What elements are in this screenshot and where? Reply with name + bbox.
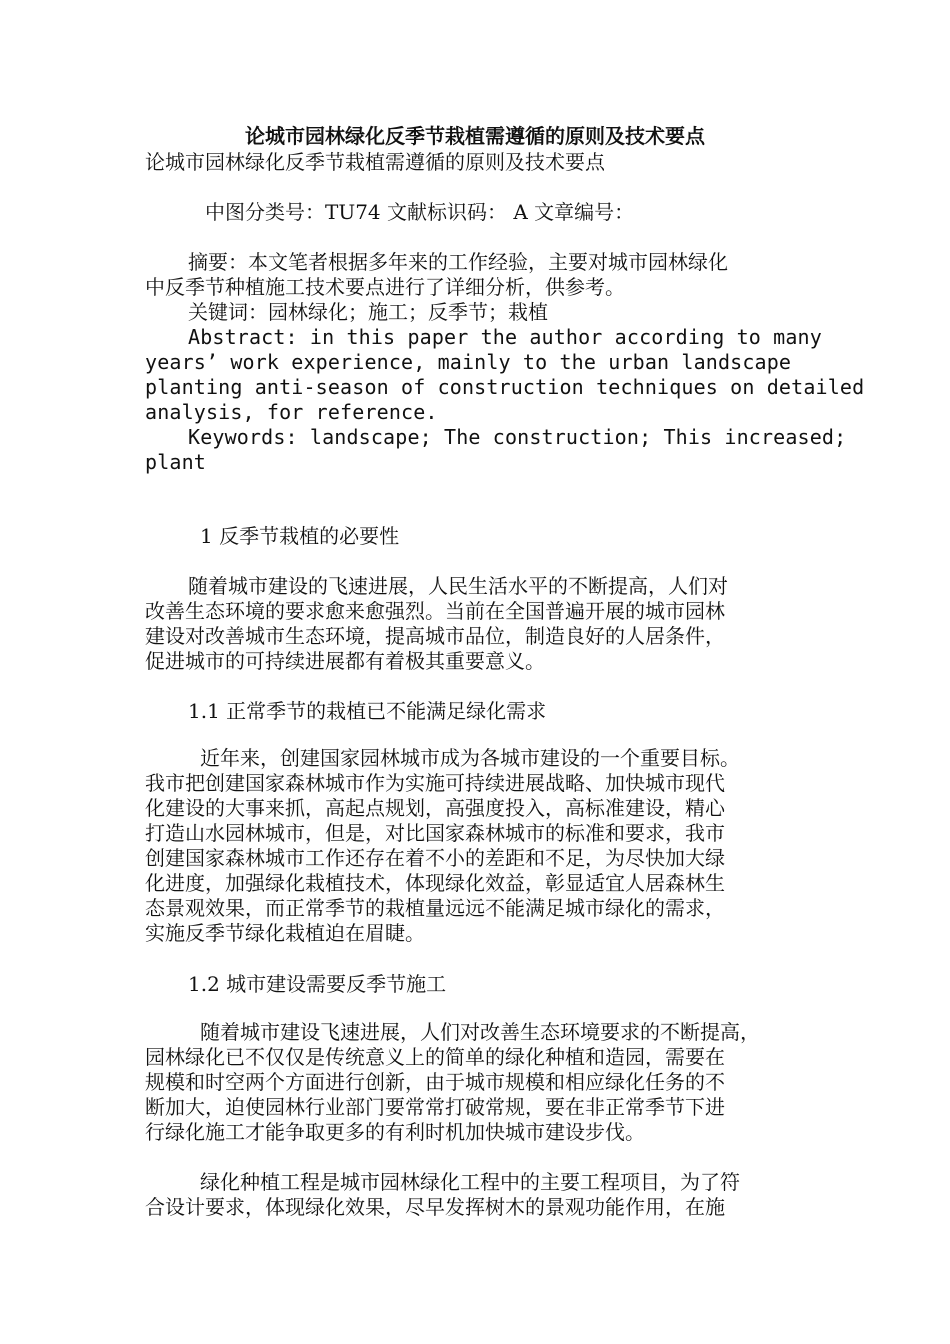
section-1-paragraph: [145, 574, 825, 674]
abstract-cn-line: 中反季节种植施工技术要点进行了详细分析，供参考。: [145, 275, 625, 299]
section-1-2-paragraph-2: [145, 1170, 825, 1220]
paragraph-line: 促进城市的可持续进展都有着极其重要意义。: [145, 649, 545, 673]
classification-line: 中图分类号：TU74 文献标识码： A 文章编号：: [205, 200, 635, 224]
abstract-en-line: planting anti-season of construction techniques on detailed: [145, 375, 865, 399]
section-1-2-heading: 1.2 城市建设需要反季节施工: [188, 972, 447, 996]
paragraph-line: 化进度，加强绿化栽植技术，体现绿化效益，彰显适宜人居森林生: [145, 871, 725, 895]
document-title: 论城市园林绿化反季节栽植需遵循的原则及技术要点: [245, 124, 705, 148]
abstract-en-line: Abstract: in this paper the author according to many: [188, 325, 822, 349]
abstract-cn: [145, 250, 825, 325]
keywords-en-line: plant: [145, 450, 206, 474]
abstract-en-line: analysis, for reference.: [145, 400, 438, 424]
paragraph-line: 断加大，迫使园林行业部门要常常打破常规，要在非正常季节下进: [145, 1095, 725, 1119]
paragraph-line: 态景观效果，而正常季节的栽植量远远不能满足城市绿化的需求，: [145, 896, 725, 920]
abstract-en: [145, 325, 865, 475]
abstract-cn-line: 摘要：本文笔者根据多年来的工作经验，主要对城市园林绿化: [188, 250, 728, 274]
paragraph-line: 创建国家森林城市工作还存在着不小的差距和不足，为尽快加大绿: [145, 846, 725, 870]
section-1-1-paragraph: [145, 746, 825, 946]
keywords-en-line: Keywords: landscape; The construction; This increased;: [188, 425, 847, 449]
paragraph-line: 打造山水园林城市，但是，对比国家森林城市的标准和要求，我市: [145, 821, 725, 845]
paragraph-line: 实施反季节绿化栽植迫在眉睫。: [145, 921, 425, 945]
section-1-heading: 1 反季节栽植的必要性: [200, 524, 400, 548]
paragraph-line: 行绿化施工才能争取更多的有利时机加快城市建设步伐。: [145, 1120, 645, 1144]
paragraph-line: 我市把创建国家森林城市作为实施可持续进展战略、加快城市现代: [145, 771, 725, 795]
paragraph-line: 化建设的大事来抓，高起点规划，高强度投入，高标准建设，精心: [145, 796, 725, 820]
paragraph-line: 随着城市建设的飞速进展，人民生活水平的不断提高，人们对: [188, 574, 728, 598]
paragraph-line: 改善生态环境的要求愈来愈强烈。当前在全国普遍开展的城市园林: [145, 599, 725, 623]
section-1-1-heading: 1.1 正常季节的栽植已不能满足绿化需求: [188, 699, 547, 723]
paragraph-line: 近年来，创建国家园林城市成为各城市建设的一个重要目标。: [200, 746, 740, 770]
document-subtitle: 论城市园林绿化反季节栽植需遵循的原则及技术要点: [145, 150, 605, 174]
paragraph-line: 园林绿化已不仅仅是传统意义上的简单的绿化种植和造园，需要在: [145, 1045, 725, 1069]
abstract-en-line: years’ work experience, mainly to the urban landscape: [145, 350, 792, 374]
section-1-2-paragraph-1: [145, 1020, 825, 1145]
keywords-cn: 关键词：园林绿化；施工；反季节；栽植: [188, 300, 548, 324]
paragraph-line: 建设对改善城市生态环境，提高城市品位，制造良好的人居条件，: [145, 624, 725, 648]
paragraph-line: 随着城市建设飞速进展，人们对改善生态环境要求的不断提高，: [200, 1020, 760, 1044]
paragraph-line: 绿化种植工程是城市园林绿化工程中的主要工程项目，为了符: [200, 1170, 740, 1194]
paragraph-line: 规模和时空两个方面进行创新，由于城市规模和相应绿化任务的不: [145, 1070, 725, 1094]
paragraph-line: 合设计要求，体现绿化效果，尽早发挥树木的景观功能作用，在施: [145, 1195, 725, 1219]
